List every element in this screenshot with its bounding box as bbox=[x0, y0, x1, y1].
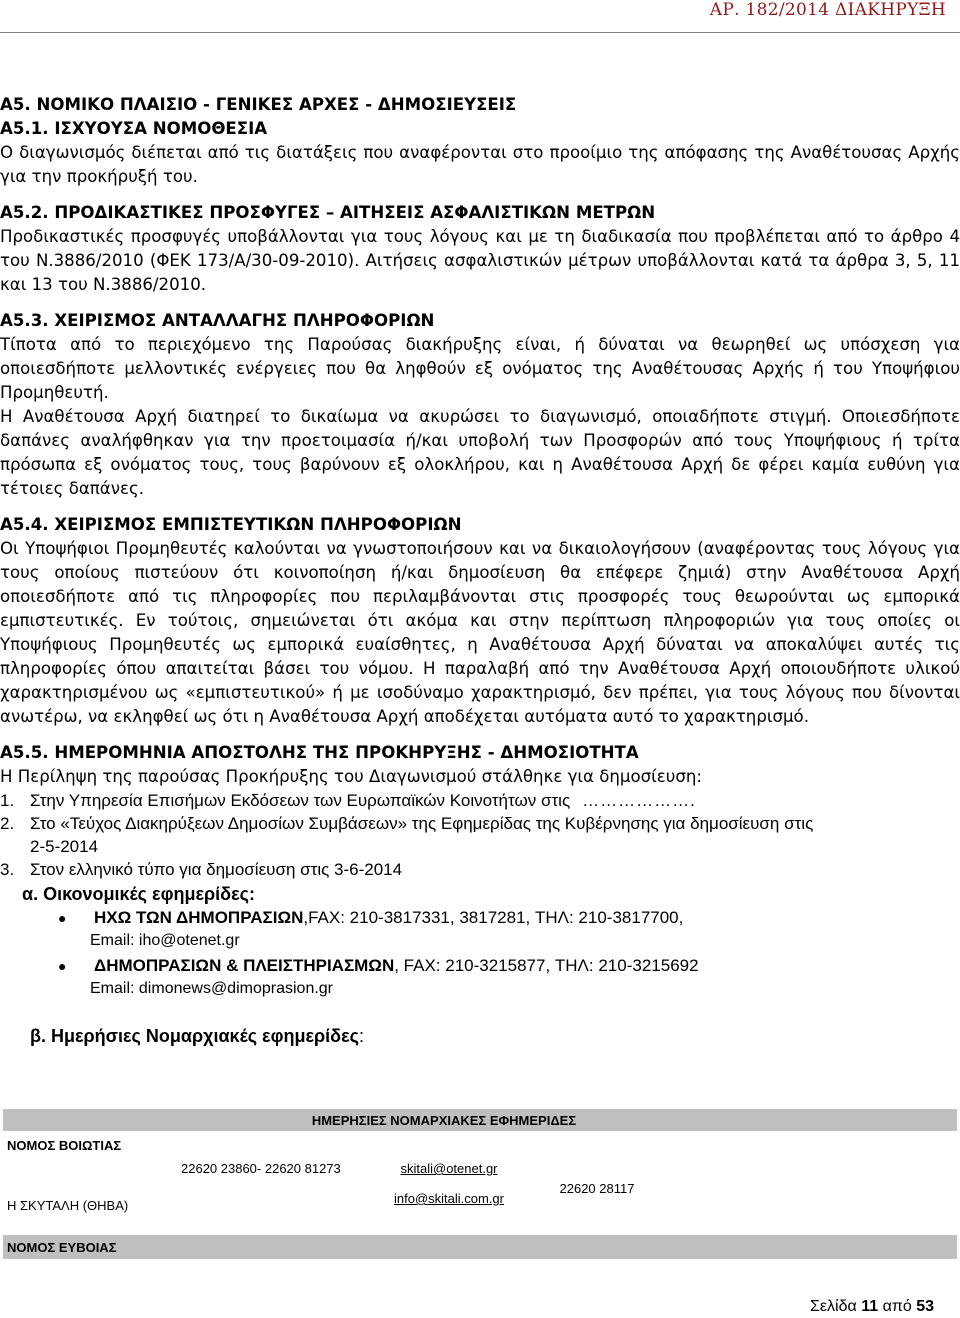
email-line: Email: dimonews@dimoprasion.gr bbox=[90, 980, 334, 997]
paragraph-a5-3-1: Τίποτα από το περιεχόμενο της Παρούσας διακήρυξης είναι, ή δύναται να θεωρηθεί ως υπόσχεση για οποιεσδήποτε μελλοντικές ενέργειες που θα ληφθούν εξ ονόματος της Αναθέτουσας Αρχής ή του Υποψήφιου Προμηθευτή. bbox=[0, 335, 960, 402]
section-a5 bbox=[0, 93, 960, 1049]
prefecture-label: ΝΟΜΟΣ ΒΟΙΩΤΙΑΣ bbox=[7, 1137, 122, 1153]
running-header: ΑΡ. 182/2014 ΔΙΑΚΗΡΥΞΗ bbox=[709, 0, 946, 20]
paragraph-a5-5-intro: Η Περίληψη της παρούσας Προκήρυξης του Διαγωνισμού στάλθηκε για δημοσίευση: bbox=[0, 767, 702, 786]
newspaper-fax: 22620 28117 bbox=[559, 1180, 635, 1196]
financial-papers-heading: α. Οικονομικές εφημερίδες: bbox=[22, 884, 255, 904]
newspaper-email-link[interactable]: skitali@otenet.gr bbox=[400, 1161, 498, 1176]
newspaper-email-link[interactable]: info@skitali.com.gr bbox=[393, 1191, 504, 1206]
page-number: Σελίδα 11 από 53 bbox=[810, 1298, 934, 1315]
prefecture-label: ΝΟΜΟΣ ΕΥΒΟΙΑΣ bbox=[3, 1235, 161, 1259]
subsection-heading-a5-4: Α5.4. ΧΕΙΡΙΣΜΟΣ ΕΜΠΙΣΤΕΥΤΙΚΩΝ ΠΛΗΡΟΦΟΡΙΩΝ bbox=[0, 515, 462, 534]
subsection-heading-a5-2: Α5.2. ΠΡΟΔΙΚΑΣΤΙΚΕΣ ΠΡΟΣΦΥΓΕΣ – ΑΙΤΗΣΕΙΣ ΑΣΦΑΛΙΣΤΙΚΩΝ ΜΕΤΡΩΝ bbox=[0, 203, 656, 222]
paragraph-a5-2: Προδικαστικές προσφυγές υποβάλλονται για τους λόγους και με τη διαδικασία που προβλέπεται από το άρθρο 4 του Ν.3886/2010 (ΦΕΚ 173/Α/30-09-2010). Αιτήσεις ασφαλιστικών μέτρων υποβάλλονται κατά τα άρθρα 3, 5, 11 και 13 του Ν.3886/2010. bbox=[0, 227, 960, 294]
subsection-heading-a5-1: Α5.1. ΙΣΧΥΟΥΣΑ ΝΟΜΟΘΕΣΙΑ bbox=[0, 119, 268, 138]
regional-papers-table bbox=[3, 1109, 957, 1259]
bullet-icon: ● bbox=[58, 910, 67, 926]
subsection-heading-a5-5: Α5.5. ΗΜΕΡΟΜΗΝΙΑ ΑΠΟΣΤΟΛΗΣ ΤΗΣ ΠΡΟΚΗΡΥΞΗΣ - ΔΗΜΟΣΙΟΤΗΤΑ bbox=[0, 743, 639, 762]
subsection-heading-a5-3: Α5.3. ΧΕΙΡΙΣΜΟΣ ΑΝΤΑΛΛΑΓΗΣ ΠΛΗΡΟΦΟΡΙΩΝ bbox=[0, 311, 435, 330]
newspaper-name: Η ΣΚΥΤΑΛΗ (ΘΗΒΑ) bbox=[7, 1198, 129, 1213]
list-item: 1. Στην Υπηρεσία Επισήμων Εκδόσεων των Ευρωπαϊκών Κοινοτήτων στις ………………. bbox=[0, 791, 696, 810]
table-title: ΗΜΕΡΗΣΙΕΣ ΝΟΜΑΡΧΙΑΚΕΣ ΕΦΗΜΕΡΙΔΕΣ bbox=[161, 1109, 651, 1131]
list-item: ● ΔΗΜΟΠΡΑΣΙΩΝ & ΠΛΕΙΣΤΗΡΙΑΣΜΩΝ, FAX: 210-3215877, ΤΗΛ: 210-3215692 bbox=[0, 955, 960, 977]
list-item: ● ΗΧΩ ΤΩΝ ΔΗΜΟΠΡΑΣΙΩΝ,FAX: 210-3817331, 3817281, ΤΗΛ: 210-3817700, bbox=[0, 907, 960, 929]
paragraph-a5-1: Ο διαγωνισμός διέπεται από τις διατάξεις που αναφέρονται στο προοίμιο της απόφασης της Αναθέτουσας Αρχής για την προκήρυξή του. bbox=[0, 143, 960, 186]
header-rule bbox=[0, 32, 960, 33]
paragraph-a5-3-2: Η Αναθέτουσα Αρχή διατηρεί το δικαίωμα να ακυρώσει το διαγωνισμό, οποιαδήποτε στιγμή. Οποιεσδήποτε δαπάνες αναλήφθηκαν για την προετοιμασία ή/και υποβολή των Προσφορών από τους Υποψήφιους ή τρίτα πρόσωπα εξ ονόματος τους, τους βαρύνουν εξ ολοκλήρου, και η Αναθέτουσα Αρχή δε φέρει καμία ευθύνη για τέτοιες δαπάνες. bbox=[0, 407, 960, 498]
regional-papers-heading: β. Ημερήσιες Νομαρχιακές εφημερίδες: bbox=[30, 1026, 364, 1046]
bullet-icon: ● bbox=[58, 958, 67, 974]
publication-list bbox=[0, 789, 960, 881]
list-item: 2. Στο «Τεύχος Διακηρύξεων Δημοσίων Συμβάσεων» της Εφημερίδας της Κυβέρνησης για δημοσίευση στις 2-5-2014 bbox=[0, 814, 814, 856]
section-heading: Α5. ΝΟΜΙΚΟ ΠΛΑΙΣΙΟ - ΓΕΝΙΚΕΣ ΑΡΧΕΣ - ΔΗΜΟΣΙΕΥΣΕΙΣ bbox=[0, 95, 517, 114]
email-line: Email: iho@otenet.gr bbox=[90, 932, 240, 949]
paragraph-a5-4: Οι Υποψήφιοι Προμηθευτές καλούνται να γνωστοποιήσουν και να δικαιολογήσουν (αναφέροντας τους λόγους για τους οποίους πιστεύουν ότι κοινοποίηση ή/και δημοσίευση θα επέφερε ζημιά) στην Αναθέτουσα Αρχή οποιεσδήποτε από τις πληροφορίες που περιλαμβάνονται στις προσφορές τους θεωρούνται ως εμπορικά εμπιστευτικές. Εν τούτοις, σημειώνεται ότι ακόμα και στην περίπτωση πληροφοριών για τους οποίες οι Υποψήφιους Προμηθευτές ως εμπορικά ευαίσθητες, η Αναθέτουσα Αρχή δύναται να αποκαλύψει αυτές τις πληροφορίες όπου απαιτείται βάσει του νόμου. Η παραλαβή από την Αναθέτουσα Αρχή οποιουδήποτε υλικού χαρακτηρισμένου ως «εμπιστευτικού» ή με ισοδύναμο χαρακτηρισμό, δεν πρέπει, για τους λόγους που δίνονται ανωτέρω, να εκληφθεί ως ότι η Αναθέτουσα Αρχή αποδέχεται αυτόματα αυτό το χαρακτηρισμό. bbox=[0, 539, 960, 726]
newspaper-phones: 22620 23860- 22620 81273 bbox=[181, 1161, 341, 1176]
list-item: 3. Στον ελληνικό τύπο για δημοσίευση στις 3-6-2014 bbox=[0, 860, 403, 879]
